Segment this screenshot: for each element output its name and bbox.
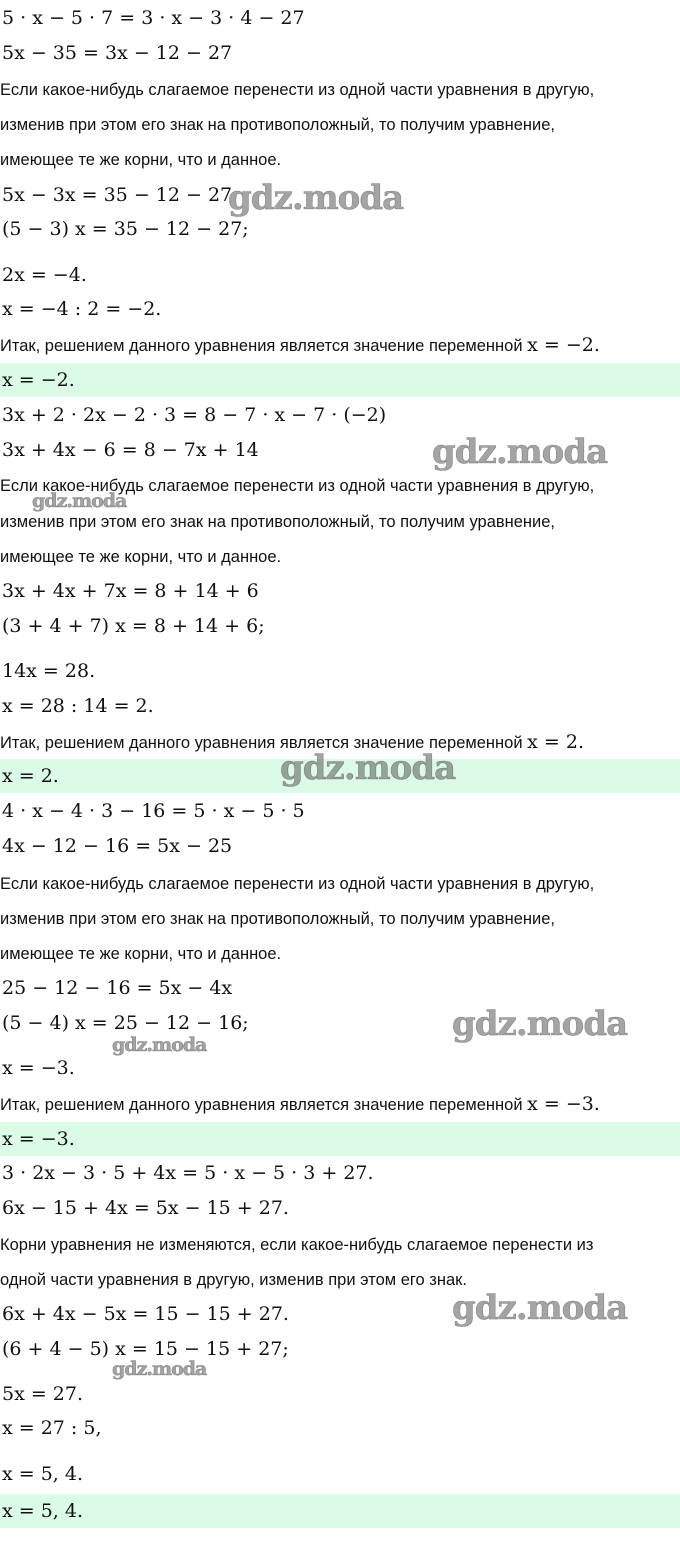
equation-line: 3x + 2 · 2x − 2 · 3 = 8 − 7 · x − 7 · (−2) <box>2 404 387 426</box>
answer-box <box>0 1122 680 1156</box>
solution-step: (3 + 4 + 7) x = 8 + 14 + 6; <box>2 615 265 637</box>
equation-line: 3x + 4x − 6 = 8 − 7x + 14 <box>2 439 259 461</box>
solution-step: 2x = −4. <box>2 264 87 286</box>
answer-value: x = −2. <box>2 369 75 391</box>
conclusion <box>0 334 600 357</box>
watermark-logo: gdz.moda <box>452 1288 628 1328</box>
rule-text: изменив при этом его знак на противоположный, то получим уравнение, <box>0 910 556 928</box>
conclusion-text: Итак, решением данного уравнения является значение переменной <box>0 734 528 752</box>
rule-text: имеющее те же корни, что и данное. <box>0 548 282 566</box>
solution-step: 6x + 4x − 5x = 15 − 15 + 27. <box>2 1303 289 1325</box>
watermark-logo: gdz.moda <box>228 178 404 218</box>
solution-step: (5 − 4) x = 25 − 12 − 16; <box>2 1012 249 1034</box>
answer-value: x = −3. <box>2 1128 75 1150</box>
watermark-logo: gdz.moda <box>112 1034 207 1056</box>
solution-step: x = −3. <box>2 1057 75 1079</box>
rule-text: Если какое-нибудь слагаемое перенести из одной части уравнения в другую, <box>0 81 595 99</box>
watermark-logo: gdz.moda <box>432 432 608 472</box>
rule-text: Если какое-нибудь слагаемое перенести из одной части уравнения в другую, <box>0 477 595 495</box>
solution-step: x = 27 : 5, <box>2 1417 102 1439</box>
conclusion-value: x = −2. <box>527 334 600 356</box>
answer-box <box>0 1494 680 1528</box>
rule-text: Если какое-нибудь слагаемое перенести из одной части уравнения в другую, <box>0 875 595 893</box>
solution-step: x = 5, 4. <box>2 1463 84 1485</box>
answer-value: x = 2. <box>2 765 59 787</box>
watermark-logo: gdz.moda <box>112 1358 207 1380</box>
solution-step: x = 28 : 14 = 2. <box>2 695 154 717</box>
equation-line: 5x − 35 = 3x − 12 − 27 <box>2 42 233 64</box>
solution-step: 5x − 3x = 35 − 12 − 27 <box>2 184 233 206</box>
rule-text: имеющее те же корни, что и данное. <box>0 151 282 169</box>
solution-step: (5 − 3) x = 35 − 12 − 27; <box>2 218 249 240</box>
rule-text: Корни уравнения не изменяются, если какое-нибудь слагаемое перенести из <box>0 1236 594 1254</box>
answer-box <box>0 363 680 397</box>
rule-text: имеющее те же корни, что и данное. <box>0 945 282 963</box>
solution-step: 14x = 28. <box>2 660 96 682</box>
watermark-logo: gdz.moda <box>32 490 127 512</box>
rule-text: изменив при этом его знак на противоположный, то получим уравнение, <box>0 116 556 134</box>
solution-step: x = −4 : 2 = −2. <box>2 298 162 320</box>
conclusion <box>0 1093 600 1116</box>
equation-line: 5 · x − 5 · 7 = 3 · x − 3 · 4 − 27 <box>2 7 305 29</box>
equation-line: 3 · 2x − 3 · 5 + 4x = 5 · x − 5 · 3 + 27. <box>2 1162 374 1184</box>
rule-text: изменив при этом его знак на противоположный, то получим уравнение, <box>0 513 556 531</box>
conclusion-text: Итак, решением данного уравнения является значение переменной <box>0 1096 528 1114</box>
conclusion-text: Итак, решением данного уравнения является значение переменной <box>0 337 528 355</box>
answer-value: x = 5, 4. <box>2 1500 84 1522</box>
conclusion-value: x = 2. <box>527 731 584 753</box>
solution-step: (6 + 4 − 5) x = 15 − 15 + 27; <box>2 1338 289 1360</box>
conclusion-value: x = −3. <box>527 1093 600 1115</box>
watermark-logo: gdz.moda <box>280 748 456 788</box>
equation-line: 6x − 15 + 4x = 5x − 15 + 27. <box>2 1197 289 1219</box>
rule-text: одной части уравнения в другую, изменив при этом его знак. <box>0 1271 467 1289</box>
equation-line: 4x − 12 − 16 = 5x − 25 <box>2 835 233 857</box>
solution-step: 5x = 27. <box>2 1383 84 1405</box>
watermark-logo: gdz.moda <box>452 1004 628 1044</box>
solution-step: 25 − 12 − 16 = 5x − 4x <box>2 977 233 999</box>
solution-step: 3x + 4x + 7x = 8 + 14 + 6 <box>2 580 259 602</box>
equation-line: 4 · x − 4 · 3 − 16 = 5 · x − 5 · 5 <box>2 800 305 822</box>
